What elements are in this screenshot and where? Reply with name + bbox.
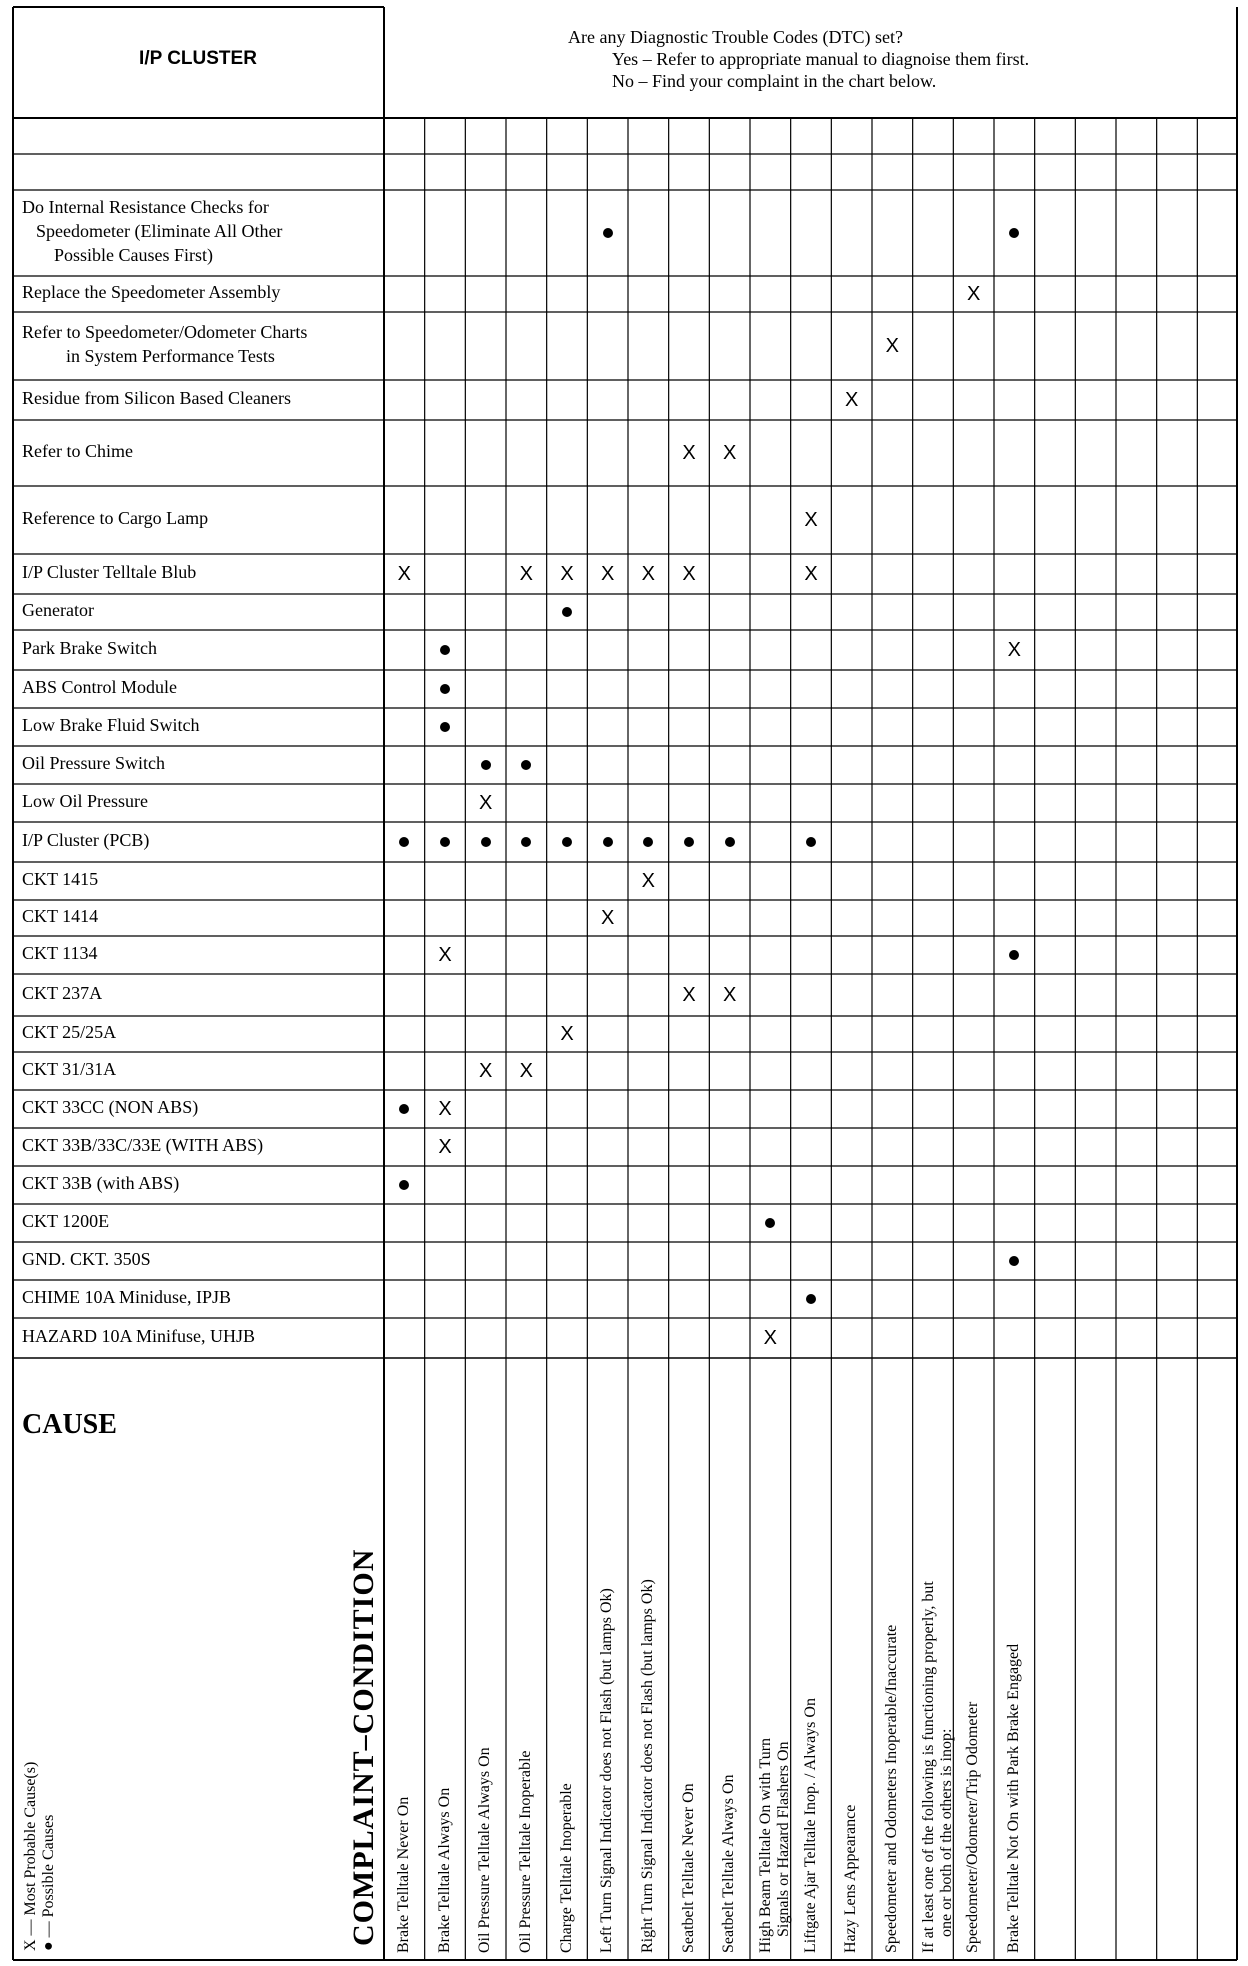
complaint-column-label: Left Turn Signal Indicator does not Flash (but lamps Ok) bbox=[598, 1588, 616, 1953]
possible-cause-dot bbox=[440, 645, 450, 655]
cause-row-label-line: Low Oil Pressure bbox=[22, 791, 148, 811]
cause-row-label-line: CKT 33B/33C/33E (WITH ABS) bbox=[22, 1135, 264, 1155]
probable-cause-x: X bbox=[682, 984, 696, 1006]
cause-row-label bbox=[22, 1247, 151, 1271]
probable-cause-x: X bbox=[966, 283, 981, 305]
legend-x: X — Most Probable Cause(s) bbox=[22, 1761, 39, 1951]
complaint-column-label: Seatbelt Telltale Never On bbox=[679, 1783, 697, 1953]
cause-row-label bbox=[22, 981, 102, 1005]
complaint-column-label: Liftgate Ajar Telltale Inop. / Always On bbox=[801, 1698, 819, 1953]
cause-row-label bbox=[22, 1020, 116, 1044]
cause-row-label-line: Possible Causes First) bbox=[54, 245, 214, 265]
cause-row-label-line: Oil Pressure Switch bbox=[22, 753, 165, 773]
possible-cause-dot bbox=[481, 837, 491, 847]
complaint-column-label: Charge Telltale Inoperable bbox=[557, 1783, 575, 1953]
cause-row-label bbox=[22, 1171, 179, 1195]
cause-row-label bbox=[22, 675, 177, 699]
complaint-column-label: Brake Telltale Always On bbox=[435, 1787, 453, 1953]
cause-row-label bbox=[22, 904, 98, 928]
complaint-condition-heading: COMPLAINT–CONDITION bbox=[347, 1548, 380, 1946]
cause-row-label-line: CKT 1134 bbox=[22, 943, 98, 963]
cause-row-label bbox=[22, 560, 196, 584]
cause-row-label-line: GND. CKT. 350S bbox=[22, 1249, 151, 1269]
probable-cause-x: X bbox=[478, 1060, 493, 1082]
cause-row-label-line: CHIME 10A Miniduse, IPJB bbox=[22, 1287, 232, 1307]
probable-cause-x: X bbox=[560, 1023, 574, 1045]
possible-cause-dot bbox=[440, 722, 450, 732]
cause-row-label-line: CKT 33B (with ABS) bbox=[22, 1173, 180, 1193]
complaint-column-label: Oil Pressure Telltale Inoperable bbox=[517, 1750, 534, 1953]
cause-row-label-line: Replace the Speedometer Assembly bbox=[22, 282, 281, 302]
probable-cause-x: X bbox=[804, 509, 818, 531]
possible-cause-dot bbox=[562, 837, 572, 847]
cause-row-label bbox=[22, 1095, 198, 1119]
cause-row-label-line: Speedometer (Eliminate All Other bbox=[36, 221, 283, 241]
probable-cause-x: X bbox=[1007, 639, 1021, 661]
dtc-no: No – Find your complaint in the chart below. bbox=[612, 71, 937, 91]
cause-row-label-line: CKT 1415 bbox=[22, 869, 99, 889]
cause-row-label bbox=[22, 1133, 263, 1157]
probable-cause-x: X bbox=[397, 563, 411, 585]
complaint-column-label: Seatbelt Telltale Always On bbox=[720, 1774, 738, 1953]
complaint-column-label: Speedometer and Odometers Inoperable/Inaccurate bbox=[883, 1624, 900, 1953]
cause-row-label-line: CKT 31/31A bbox=[22, 1059, 117, 1079]
legend-dot: ● — Possible Causes bbox=[40, 1814, 57, 1951]
possible-cause-dot bbox=[684, 837, 694, 847]
probable-cause-x: X bbox=[438, 944, 452, 966]
dtc-question: Are any Diagnostic Trouble Codes (DTC) set? bbox=[568, 27, 903, 47]
probable-cause-x: X bbox=[722, 984, 737, 1006]
cause-row-label bbox=[22, 867, 98, 891]
cause-row-label bbox=[22, 789, 148, 813]
cause-heading: CAUSE bbox=[22, 1409, 117, 1440]
possible-cause-dot bbox=[440, 837, 450, 847]
possible-cause-dot bbox=[562, 607, 572, 617]
complaint-column-label: Right Turn Signal Indicator does not Flash (but lamps Ok) bbox=[639, 1579, 656, 1953]
probable-cause-x: X bbox=[763, 1327, 777, 1349]
probable-cause-x: X bbox=[682, 563, 696, 585]
cause-row-label-line: I/P Cluster (PCB) bbox=[22, 830, 150, 850]
cause-row-label bbox=[22, 280, 280, 304]
cause-row-label bbox=[22, 439, 133, 463]
cause-row-label bbox=[22, 1324, 255, 1348]
probable-cause-x: X bbox=[682, 442, 696, 464]
cause-row-label bbox=[22, 1209, 109, 1233]
dtc-yes: Yes – Refer to appropriate manual to diagnoise them first. bbox=[612, 49, 1030, 69]
possible-cause-dot bbox=[603, 837, 613, 847]
cause-row-label-line: Refer to Chime bbox=[22, 441, 133, 461]
complaint-column-label: High Beam Telltale On with Turn bbox=[757, 1737, 774, 1953]
cause-row-label bbox=[22, 1057, 116, 1081]
possible-cause-dot bbox=[806, 837, 816, 847]
cause-row-label bbox=[22, 713, 200, 737]
probable-cause-x: X bbox=[478, 792, 493, 814]
probable-cause-x: X bbox=[519, 1060, 533, 1082]
probable-cause-x: X bbox=[804, 563, 818, 585]
cause-row-label-line: ABS Control Module bbox=[22, 677, 178, 697]
possible-cause-dot bbox=[806, 1294, 816, 1304]
probable-cause-x: X bbox=[560, 563, 574, 585]
complaint-column-label: one or both of the others is inop: bbox=[937, 1728, 955, 1937]
probable-cause-x: X bbox=[438, 1098, 452, 1120]
cause-row-label bbox=[22, 195, 282, 267]
complaint-column-label: Hazy Lens Appearance bbox=[842, 1804, 860, 1953]
cause-row-label-line: Generator bbox=[22, 600, 94, 620]
probable-cause-x: X bbox=[600, 563, 615, 585]
possible-cause-dot bbox=[725, 837, 735, 847]
cause-row-label-line: I/P Cluster Telltale Blub bbox=[22, 562, 197, 582]
cause-row-label bbox=[22, 1285, 231, 1309]
complaint-column-label: Speedometer/Odometer/Trip Odometer bbox=[964, 1701, 982, 1953]
cause-row-label-line: Reference to Cargo Lamp bbox=[22, 508, 209, 528]
cause-row-label bbox=[22, 751, 165, 775]
probable-cause-x: X bbox=[844, 389, 859, 411]
cause-row-label bbox=[22, 828, 149, 852]
probable-cause-x: X bbox=[600, 907, 615, 929]
cause-row-label-line: Residue from Silicon Based Cleaners bbox=[22, 388, 291, 408]
complaint-column-label: If at least one of the following is functioning properly, but bbox=[919, 1581, 937, 1953]
cause-row-label bbox=[22, 598, 94, 622]
complaint-column-label: Signals or Hazard Flashers On bbox=[775, 1741, 792, 1937]
cause-row-label-line: HAZARD 10A Minifuse, UHJB bbox=[22, 1326, 256, 1346]
probable-cause-x: X bbox=[885, 335, 899, 357]
possible-cause-dot bbox=[440, 684, 450, 694]
complaint-column-label: Brake Telltale Not On with Park Brake Engaged bbox=[1005, 1643, 1022, 1953]
cause-row-label-line: Refer to Speedometer/Odometer Charts bbox=[22, 322, 308, 342]
cause-row-label-line: CKT 1200E bbox=[22, 1211, 110, 1231]
cause-row-label bbox=[22, 636, 157, 660]
probable-cause-x: X bbox=[641, 870, 655, 892]
cause-row-label-line: CKT 237A bbox=[22, 983, 103, 1003]
cause-row-label-line: Do Internal Resistance Checks for bbox=[22, 197, 269, 217]
cause-row-label bbox=[22, 506, 208, 530]
cause-row-label-line: Park Brake Switch bbox=[22, 638, 157, 658]
possible-cause-dot bbox=[603, 228, 613, 238]
cause-row-label-line: in System Performance Tests bbox=[66, 346, 275, 366]
probable-cause-x: X bbox=[641, 563, 655, 585]
possible-cause-dot bbox=[481, 760, 491, 770]
cause-row-label bbox=[22, 386, 291, 410]
probable-cause-x: X bbox=[519, 563, 533, 585]
probable-cause-x: X bbox=[438, 1136, 452, 1158]
cause-row-label bbox=[22, 941, 98, 965]
cause-row-label bbox=[22, 320, 307, 368]
probable-cause-x: X bbox=[722, 442, 737, 464]
complaint-column-label: Brake Telltale Never On bbox=[395, 1796, 412, 1953]
chart-title: I/P CLUSTER bbox=[139, 48, 257, 69]
cause-row-label-line: Low Brake Fluid Switch bbox=[22, 715, 200, 735]
cause-row-label-line: CKT 1414 bbox=[22, 906, 99, 926]
complaint-column-label: Oil Pressure Telltale Always On bbox=[476, 1747, 494, 1953]
cause-row-label-line: CKT 33CC (NON ABS) bbox=[22, 1097, 199, 1117]
troubleshooting-chart bbox=[12, 6, 1238, 1961]
cause-row-label-line: CKT 25/25A bbox=[22, 1022, 117, 1042]
